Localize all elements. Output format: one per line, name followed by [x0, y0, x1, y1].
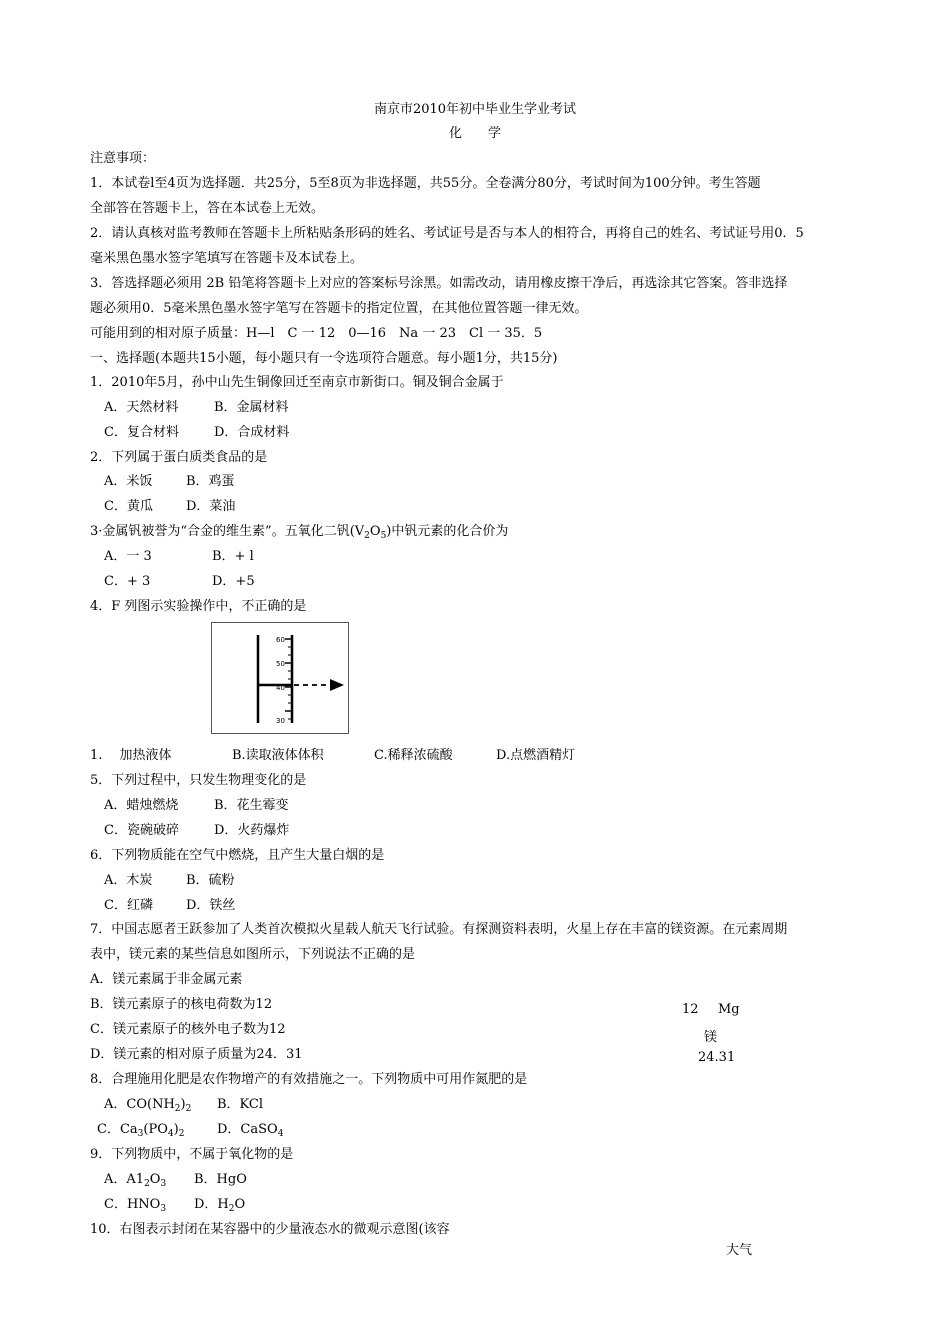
q8-options-row-1	[104, 1097, 263, 1113]
exam-subject: 化 学	[448, 126, 501, 141]
q3-option-a: A．一 3	[104, 549, 152, 564]
note-1-line-1: 1．本试卷l至4页为选择题．共25分，5至8页为非选择题，共55分。全卷满分80分，考试时间为100分钟。考生答题	[90, 176, 761, 191]
q1-stem: 1．2010年5月，孙中山先生铜像回迁至南京市新街口。铜及铜合金属于	[90, 375, 504, 390]
tick-label-40: 40	[276, 684, 285, 692]
q2-stem: 2．下列属于蛋白质类食品的是	[90, 450, 268, 465]
reading-volume-diagram	[212, 623, 348, 733]
q1-option-b: B．金属材料	[214, 400, 289, 415]
element-name: 镁	[704, 1030, 718, 1045]
notes-heading: 注意事项：	[90, 151, 156, 166]
q8-option-c: C．$Ca_3(PO_4)_2$	[97, 1122, 185, 1139]
q2-option-b: B．鸡蛋	[186, 474, 235, 489]
q10-stem: 10．右图表示封闭在某容器中的少量液态水的微观示意图(该容	[90, 1222, 450, 1237]
note-2-line-2: 毫米黑色墨水签字笔填写在答题卡及本试卷上。	[90, 251, 364, 266]
q7-stem-line-1: 7．中国志愿者王跃参加了人类首次模拟火星载人航天飞行试验。有探测资料表明，火星上存在丰富的镁资源。在元素周期	[90, 922, 788, 937]
q9-option-d: D．$H_2O$	[194, 1197, 246, 1214]
atomic-number: 12	[682, 1002, 699, 1017]
q8-stem: 8．合理施用化肥是农作物增产的有效措施之一。下列物质中可用作氮肥的是	[90, 1072, 528, 1087]
note-2-line-1: 2．请认真核对监考教师在答题卡上所粘贴条形码的姓名、考试证号是否与本人的相符合，再将自己的姓名、考试证号用0．5	[90, 226, 804, 241]
q1-options-row-2	[104, 425, 289, 441]
q5-option-b: B．花生霉变	[214, 798, 289, 813]
q5-stem: 5．下列过程中，只发生物理变化的是	[90, 773, 307, 788]
q7-option-b: B．镁元素原子的核电荷数为12	[90, 997, 273, 1012]
q6-option-c: C．红磷	[104, 898, 153, 913]
q4-options	[90, 748, 575, 764]
q2-option-c: C．黄瓜	[104, 499, 153, 514]
exam-title: 南京市2010年初中毕业生学业考试	[373, 102, 577, 117]
q4-stem: 4．F 列图示实验操作中，不正确的是	[90, 599, 307, 614]
q3-option-c: C．+ 3	[104, 574, 151, 589]
q9-option-b: B．HgO	[194, 1172, 247, 1187]
tick-label-60: 60	[276, 636, 285, 644]
q4-option-c: C.稀释浓硫酸	[374, 748, 453, 763]
q6-stem: 6．下列物质能在空气中燃烧，且产生大量白烟的是	[90, 848, 385, 863]
q2-option-d: D．菜油	[186, 499, 236, 514]
magnesium-element-card	[660, 1000, 760, 1070]
q8-option-b: B．KCl	[217, 1097, 264, 1112]
q7-option-c: C．镁元素原子的核外电子数为12	[90, 1022, 286, 1037]
q5-option-a: A．蜡烛燃烧	[104, 798, 179, 813]
q1-option-a: A．天然材料	[104, 400, 179, 415]
q3-options-row-1	[104, 549, 254, 565]
q3-stem: 3·金属钒被誉为“合金的维生素”。五氧化二钒$(V_2O_5)$中钒元素的化合价为	[90, 524, 509, 541]
q5-option-c: C．瓷碗破碎	[104, 823, 179, 838]
q1-option-d: D．合成材料	[214, 425, 290, 440]
q3-option-b: B．+ l	[212, 549, 254, 564]
q5-options-row-2	[104, 823, 289, 839]
q10-atmosphere-label: 大气	[726, 1243, 753, 1258]
q6-option-d: D．铁丝	[186, 898, 236, 913]
q6-options-row-2	[104, 898, 235, 914]
q3-options-row-2	[104, 574, 255, 590]
q4-option-a: 1. 加热液体	[90, 748, 172, 763]
section-heading: 一、选择题(本题共15小题，每小题只有一令选项符合题意。每小题1分，共15分)	[90, 351, 558, 366]
q6-options-row-1	[104, 873, 235, 889]
q9-option-a: A．$A1_2O_3$	[104, 1172, 167, 1189]
graduated-cylinder-figure	[211, 622, 349, 734]
tick-label-50: 50	[276, 660, 285, 668]
q5-option-d: D．火药爆炸	[214, 823, 290, 838]
q1-options-row-1	[104, 400, 289, 416]
q2-options-row-1	[104, 474, 235, 490]
q1-option-c: C．复合材料	[104, 425, 179, 440]
q9-option-c: C．$HNO_3$	[104, 1197, 167, 1214]
atomic-mass-info: 可能用到的相对原子质量：H—l C 一 12 0—16 Na 一 23 Cl 一 35．5	[90, 326, 543, 341]
q9-options-row-2	[104, 1197, 245, 1213]
note-1-line-2: 全部答在答题卡上，答在本试卷上无效。	[90, 201, 325, 216]
q7-option-a: A．镁元素属于非金属元素	[90, 972, 243, 987]
note-3-line-1: 3．答选择题必须用 2B 铅笔将答题卡上对应的答案标号涂黑。如需改动，请用橡皮擦干净后，再选涂其它答案。答非选择	[90, 276, 788, 291]
q6-option-b: B．硫粉	[186, 873, 235, 888]
q7-stem-line-2: 表中，镁元素的某些信息如图所示，下列说法不正确的是	[90, 947, 416, 962]
q6-option-a: A．木炭	[104, 873, 153, 888]
q8-options-row-2	[97, 1122, 283, 1138]
q7-option-d: D．镁元素的相对原子质量为24．31	[90, 1047, 303, 1062]
q8-option-a: A．$CO(NH_2)_2$	[104, 1097, 192, 1114]
q3-option-d: D．+5	[212, 574, 255, 589]
atomic-mass: 24.31	[698, 1050, 736, 1065]
q2-options-row-2	[104, 499, 235, 515]
note-3-line-2: 题必须用0．5毫米黑色墨水签字笔写在答题卡的指定位置，在其他位置答题一律无效。	[90, 301, 588, 316]
element-symbol: Mg	[718, 1002, 740, 1017]
eye-icon	[330, 679, 344, 691]
tick-label-30: 30	[276, 717, 285, 725]
q2-option-a: A．米饭	[104, 474, 153, 489]
q8-option-d: D．CaSO$_4$	[217, 1122, 284, 1139]
q9-stem: 9．下列物质中，不属于氧化物的是	[90, 1147, 294, 1162]
q4-option-b: B.读取液体体积	[232, 748, 324, 763]
q4-option-d: D.点燃酒精灯	[496, 748, 576, 763]
q5-options-row-1	[104, 798, 289, 814]
q9-options-row-1	[104, 1172, 247, 1188]
